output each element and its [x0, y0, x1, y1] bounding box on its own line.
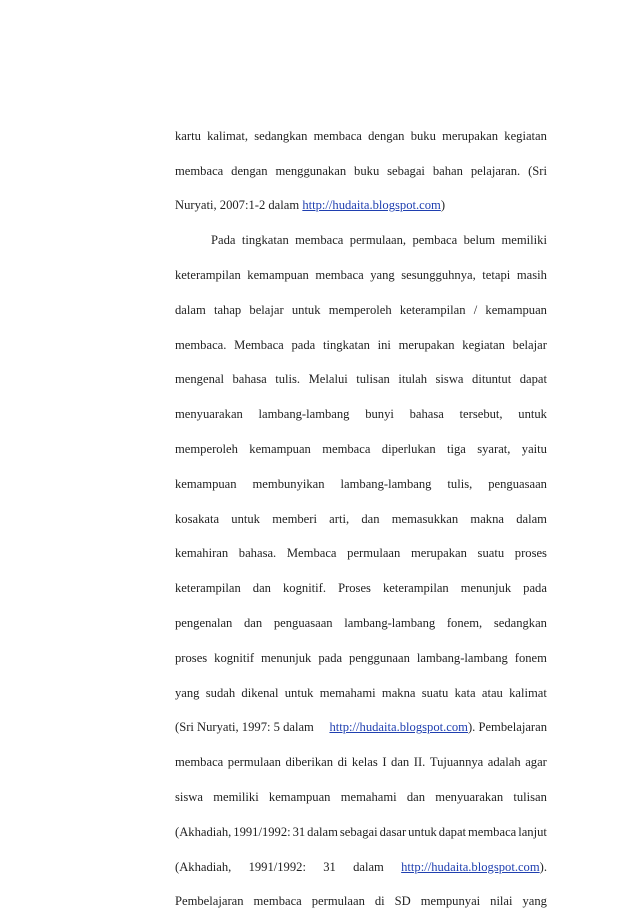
line-word: dan: [252, 581, 271, 596]
line-word: pembaca: [412, 233, 458, 248]
text-line: [175, 189, 547, 224]
line-word: mengenal: [175, 372, 224, 387]
line-word: kemampuan: [268, 790, 331, 805]
text-line: [175, 502, 547, 537]
line-word: lambang-lambang: [344, 616, 436, 631]
line-word: pengenalan: [175, 616, 233, 631]
line-word: tahap: [213, 302, 242, 317]
line-word: kata: [454, 685, 476, 700]
line-word: tulisan: [356, 372, 390, 387]
line-word: agar: [525, 755, 547, 770]
line-word: merupakan: [410, 546, 467, 561]
line-word: ini: [377, 337, 391, 352]
line-word: kognitif.: [283, 581, 327, 596]
line-word: keterampilan: [399, 302, 466, 317]
line-word: menggunakan: [275, 163, 347, 178]
line-word: 1991/1992:: [233, 824, 291, 839]
line-word: keterampilan: [175, 581, 241, 596]
text-line: [175, 676, 547, 711]
line-word: proses: [175, 650, 208, 665]
line-word: kegiatan: [504, 128, 547, 143]
line-word: memiliki: [213, 790, 259, 805]
line-word: kemampuan: [249, 442, 311, 457]
line-word: permulaan: [227, 755, 281, 770]
text-line: [175, 397, 547, 432]
line-word: menyuarakan: [175, 407, 243, 422]
text-line: [175, 745, 547, 780]
line-word: bunyi: [365, 407, 394, 422]
line-word: membaca: [175, 163, 224, 178]
line-word: membaca: [315, 268, 364, 283]
line-word: tersebut,: [459, 407, 503, 422]
line-word: belajar: [249, 302, 284, 317]
source-link[interactable]: http://hudaita.blogspot.com: [302, 198, 441, 213]
line-word: proses: [514, 546, 547, 561]
line-word: dengan: [368, 128, 405, 143]
line-word: suatu: [421, 685, 449, 700]
line-word: kemampuan: [485, 302, 547, 317]
text-line: [175, 258, 547, 293]
text-line: [175, 885, 547, 919]
line-word: itulah: [398, 372, 428, 387]
line-word: pelajaran.: [470, 163, 521, 178]
line-word: dituntut: [472, 372, 512, 387]
line-word: yaitu: [521, 442, 547, 457]
line-text: (Sri Nuryati, 1997: 5 dalam: [175, 720, 314, 735]
text-line: [175, 328, 547, 363]
line-word: dengan: [231, 163, 268, 178]
line-word: dalam: [307, 824, 338, 839]
line-word: di: [374, 894, 385, 909]
line-word: memasukkan: [391, 511, 459, 526]
line-word: untuk: [284, 685, 314, 700]
line-word: buku: [410, 128, 436, 143]
line-word: Tujuannya: [429, 755, 484, 770]
text-line: [175, 223, 547, 258]
line-word: membaca: [313, 128, 362, 143]
line-word: dalam: [175, 302, 206, 317]
line-word: adalah: [487, 755, 521, 770]
text-line: [175, 571, 547, 606]
line-word: sebagai: [339, 824, 378, 839]
line-word: Melalui: [308, 372, 348, 387]
line-word: arti,: [329, 511, 350, 526]
line-word: merupakan: [442, 128, 499, 143]
line-word: tiga: [447, 442, 466, 457]
line-word: masih: [516, 268, 547, 283]
line-word: membaca: [295, 233, 344, 248]
source-link[interactable]: http://hudaita.blogspot.com: [401, 859, 540, 874]
line-word: siswa: [175, 790, 203, 805]
line-word: kemahiran: [175, 546, 229, 561]
source-link[interactable]: http://hudaita.blogspot.com: [329, 720, 468, 735]
line-word: kartu: [175, 128, 201, 143]
line-word: pada: [523, 581, 547, 596]
line-word: nilai: [490, 894, 513, 909]
line-word: kemampuan: [175, 476, 237, 491]
line-word: permulaan,: [349, 233, 407, 248]
line-word: dikenal: [241, 685, 279, 700]
text-line: [175, 537, 547, 572]
line-word: tingkatan: [323, 337, 370, 352]
line-word: I: [382, 755, 387, 770]
line-word: Proses: [338, 581, 371, 596]
line-word: kemampuan: [247, 268, 309, 283]
text-line: [175, 119, 547, 154]
line-word: untuk: [291, 302, 321, 317]
line-word: permulaan: [347, 546, 401, 561]
line-word: sudah: [205, 685, 236, 700]
line-word: Pembelajaran: [175, 894, 244, 909]
line-word: buku: [354, 163, 380, 178]
text-line: [175, 815, 547, 850]
line-word: sedangkan: [493, 616, 547, 631]
line-text: ). Pembelajaran: [467, 720, 547, 735]
line-word: diberikan: [285, 755, 334, 770]
line-word: kognitif: [214, 650, 255, 665]
line-word: tulis.: [275, 372, 301, 387]
line-word: memperoleh: [175, 442, 238, 457]
line-word: dalam: [516, 511, 547, 526]
text-line: [175, 711, 547, 746]
line-word: pada: [291, 337, 316, 352]
line-word: permulaan: [311, 894, 365, 909]
line-word: dan: [244, 616, 263, 631]
line-word: kosakata: [175, 511, 220, 526]
line-word: pada: [318, 650, 343, 665]
line-word: menunjuk: [260, 650, 312, 665]
line-word: 31: [292, 824, 306, 839]
line-word: membaca: [175, 755, 224, 770]
line-word: tulisan: [513, 790, 547, 805]
line-word: atau: [481, 685, 503, 700]
line-word: untuk: [408, 824, 437, 839]
line-word: belum: [463, 233, 496, 248]
line-word: Membaca: [286, 546, 337, 561]
line-word: lambang-lambang: [258, 407, 350, 422]
line-word: menunjuk: [460, 581, 512, 596]
line-word: bahasa.: [238, 546, 277, 561]
line-word: menyuarakan: [435, 790, 504, 805]
line-word: (Sri: [528, 163, 547, 178]
line-word: penggunaan: [349, 650, 410, 665]
line-word: dapat: [438, 824, 467, 839]
line-word: memahami: [319, 685, 376, 700]
line-text: Nuryati, 2007:1-2 dalam: [175, 198, 300, 213]
line-word: dan: [391, 755, 410, 770]
line-word: syarat,: [477, 442, 511, 457]
line-word: lambang-lambang: [340, 476, 432, 491]
text-line: [175, 780, 547, 815]
line-word: kalimat,: [207, 128, 249, 143]
line-word: siswa: [435, 372, 464, 387]
line-word: dan: [406, 790, 426, 805]
text-line: [175, 606, 547, 641]
line-text: ).: [539, 859, 547, 874]
line-word: 31: [323, 859, 336, 874]
line-word: dapat: [519, 372, 547, 387]
line-word: tetapi: [482, 268, 511, 283]
line-word: fonem,: [446, 616, 483, 631]
line-word: dasar: [379, 824, 407, 839]
line-word: sesungguhnya,: [401, 268, 476, 283]
line-word: fonem: [514, 650, 547, 665]
text-line: [175, 850, 547, 885]
line-word: penguasaan: [488, 476, 547, 491]
line-word: mempunyai: [420, 894, 481, 909]
line-word: untuk: [518, 407, 547, 422]
line-word: II.: [413, 755, 426, 770]
line-word: bahasa: [232, 372, 267, 387]
line-word: bahan: [432, 163, 463, 178]
line-word: memberi: [272, 511, 317, 526]
line-word: memahami: [340, 790, 397, 805]
line-word: makna: [470, 511, 504, 526]
line-word: diperlukan: [381, 442, 436, 457]
line-word: (Akhadiah,: [175, 859, 232, 874]
line-word: sedangkan: [254, 128, 308, 143]
line-word: lanjut: [518, 824, 547, 839]
line-word: untuk: [231, 511, 260, 526]
line-word: kelas: [351, 755, 378, 770]
line-word: tingkatan: [241, 233, 289, 248]
line-word: makna: [381, 685, 416, 700]
line-word: suatu: [477, 546, 505, 561]
line-word: Pada: [211, 233, 236, 248]
line-word: kegiatan: [462, 337, 505, 352]
line-word: keterampilan: [175, 268, 241, 283]
line-word: (Akhadiah,: [175, 824, 232, 839]
line-word: yang: [175, 685, 200, 700]
text-line: [175, 293, 547, 328]
body-text: [175, 119, 547, 919]
text-line: [175, 363, 547, 398]
line-word: sebagai: [387, 163, 425, 178]
line-word: membaca: [468, 824, 517, 839]
line-word: memperoleh: [328, 302, 392, 317]
line-word: keterampilan: [382, 581, 449, 596]
line-word: SD: [394, 894, 411, 909]
line-word: yang: [370, 268, 395, 283]
line-word: memiliki: [501, 233, 547, 248]
line-word: membaca.: [175, 337, 227, 352]
line-word: membunyikan: [252, 476, 325, 491]
line-word: Membaca: [234, 337, 284, 352]
text-line: [175, 467, 547, 502]
line-word: membaca: [253, 894, 302, 909]
line-word: bahasa: [409, 407, 444, 422]
line-word: 1991/1992:: [248, 859, 306, 874]
line-word: penguasaan: [273, 616, 333, 631]
text-line: [175, 432, 547, 467]
line-word: dalam: [353, 859, 384, 874]
line-word: kalimat: [509, 685, 547, 700]
line-word: di: [337, 755, 348, 770]
line-text: ): [440, 198, 446, 213]
line-word: lambang-lambang: [416, 650, 508, 665]
line-word: tulis,: [447, 476, 473, 491]
line-word: membaca: [322, 442, 371, 457]
line-word: dan: [361, 511, 380, 526]
line-word: merupakan: [398, 337, 455, 352]
text-line: [175, 154, 547, 189]
line-word: belajar: [512, 337, 547, 352]
line-word: yang: [522, 894, 547, 909]
text-line: [175, 641, 547, 676]
line-word: /: [473, 302, 478, 317]
